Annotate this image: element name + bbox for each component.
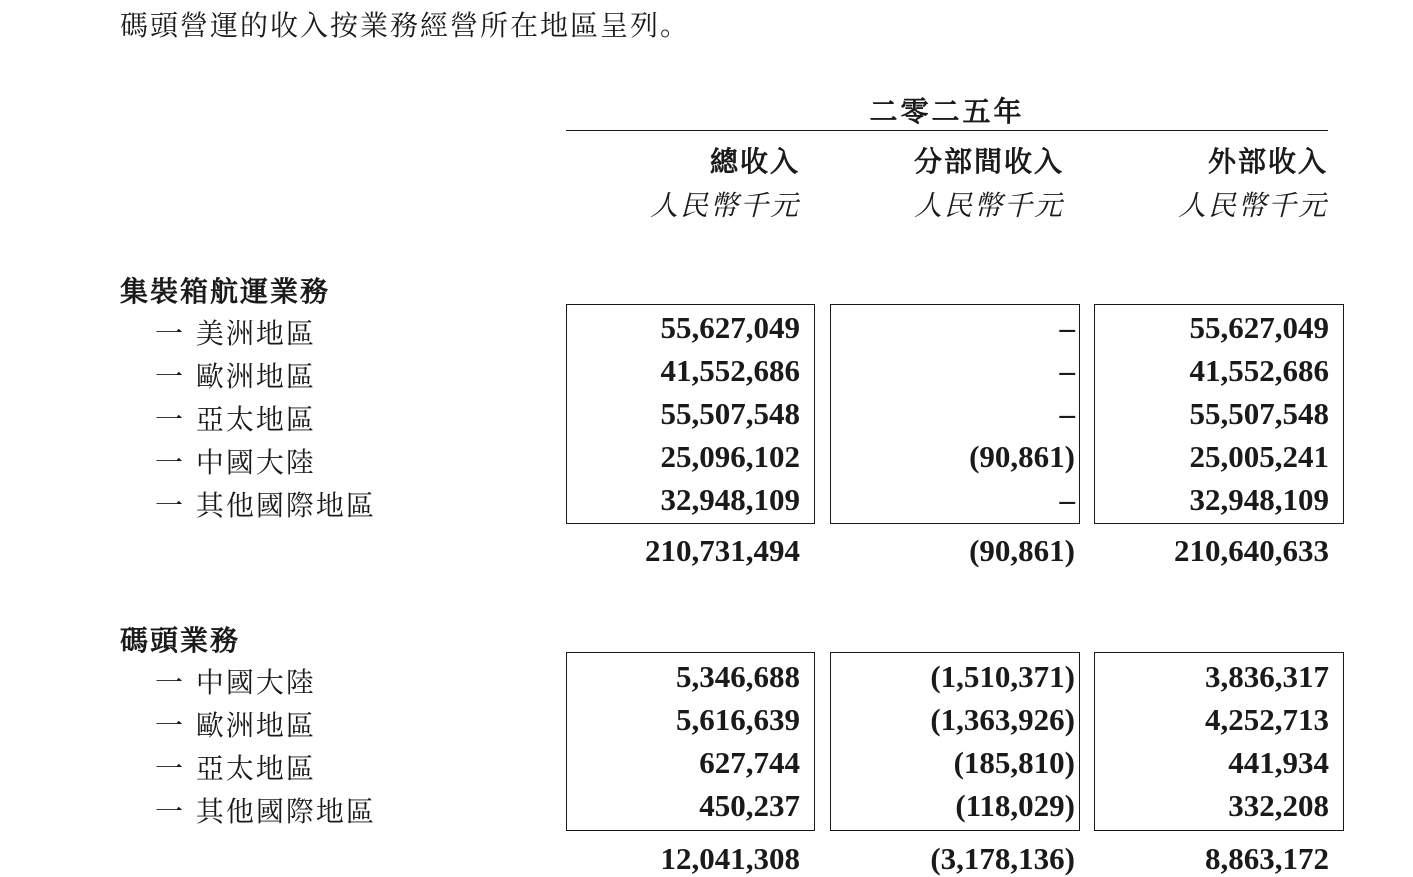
col-unit-inter-segment: 人民幣千元 (913, 189, 1064, 222)
row-label: 一 中國大陸 (155, 666, 316, 699)
col-unit-external: 人民幣千元 (1177, 189, 1328, 222)
value-cell: 332,208 (1228, 788, 1329, 823)
section-title-container-shipping: 集裝箱航運業務 (120, 275, 331, 308)
total-cell: 12,041,308 (660, 841, 800, 876)
total-cell: (90,861) (969, 533, 1075, 568)
row-label: 一 其他國際地區 (155, 489, 376, 522)
value-cell: 55,627,049 (660, 310, 800, 345)
value-cell: 441,934 (1228, 745, 1329, 780)
value-cell: 32,948,109 (1189, 482, 1329, 517)
col-header-external: 外部收入 (1207, 145, 1328, 178)
total-cell: 8,863,172 (1205, 841, 1329, 876)
value-cell: (185,810) (953, 745, 1075, 780)
value-cell: 25,005,241 (1189, 439, 1329, 474)
value-cell: (1,510,371) (930, 659, 1075, 694)
value-cell: 55,627,049 (1189, 310, 1329, 345)
row-label: 一 中國大陸 (155, 446, 316, 479)
value-cell: 32,948,109 (660, 482, 800, 517)
year-header: 二零二五年 (869, 95, 1025, 128)
total-cell: 210,731,494 (645, 533, 800, 568)
intro-text: 碼頭營運的收入按業務經營所在地區呈列。 (120, 9, 691, 42)
row-label: 一 歐洲地區 (155, 709, 316, 742)
value-cell: 4,252,713 (1205, 702, 1329, 737)
col-unit-total-revenue: 人民幣千元 (649, 189, 800, 222)
total-cell: (3,178,136) (930, 841, 1075, 876)
value-cell: – (1059, 396, 1075, 431)
value-cell: 55,507,548 (1189, 396, 1329, 431)
col-header-inter-segment: 分部間收入 (913, 145, 1064, 178)
row-label: 一 亞太地區 (155, 752, 316, 785)
value-cell: – (1059, 482, 1075, 517)
row-label: 一 其他國際地區 (155, 795, 376, 828)
value-cell: 25,096,102 (660, 439, 800, 474)
value-cell: – (1059, 310, 1075, 345)
header-rule (566, 130, 1328, 131)
value-cell: 41,552,686 (660, 353, 800, 388)
total-cell: 210,640,633 (1174, 533, 1329, 568)
value-cell: 627,744 (699, 745, 800, 780)
value-cell: 5,616,639 (676, 702, 800, 737)
value-cell: 3,836,317 (1205, 659, 1329, 694)
row-label: 一 美洲地區 (155, 317, 316, 350)
value-cell: 5,346,688 (676, 659, 800, 694)
value-cell: (118,029) (955, 788, 1075, 823)
value-cell: 450,237 (699, 788, 800, 823)
row-label: 一 亞太地區 (155, 403, 316, 436)
value-cell: – (1059, 353, 1075, 388)
value-cell: 55,507,548 (660, 396, 800, 431)
value-cell: 41,552,686 (1189, 353, 1329, 388)
value-cell: (1,363,926) (930, 702, 1075, 737)
row-label: 一 歐洲地區 (155, 360, 316, 393)
value-cell: (90,861) (969, 439, 1075, 474)
col-header-total-revenue: 總收入 (709, 145, 800, 178)
section-title-terminal: 碼頭業務 (120, 624, 241, 657)
